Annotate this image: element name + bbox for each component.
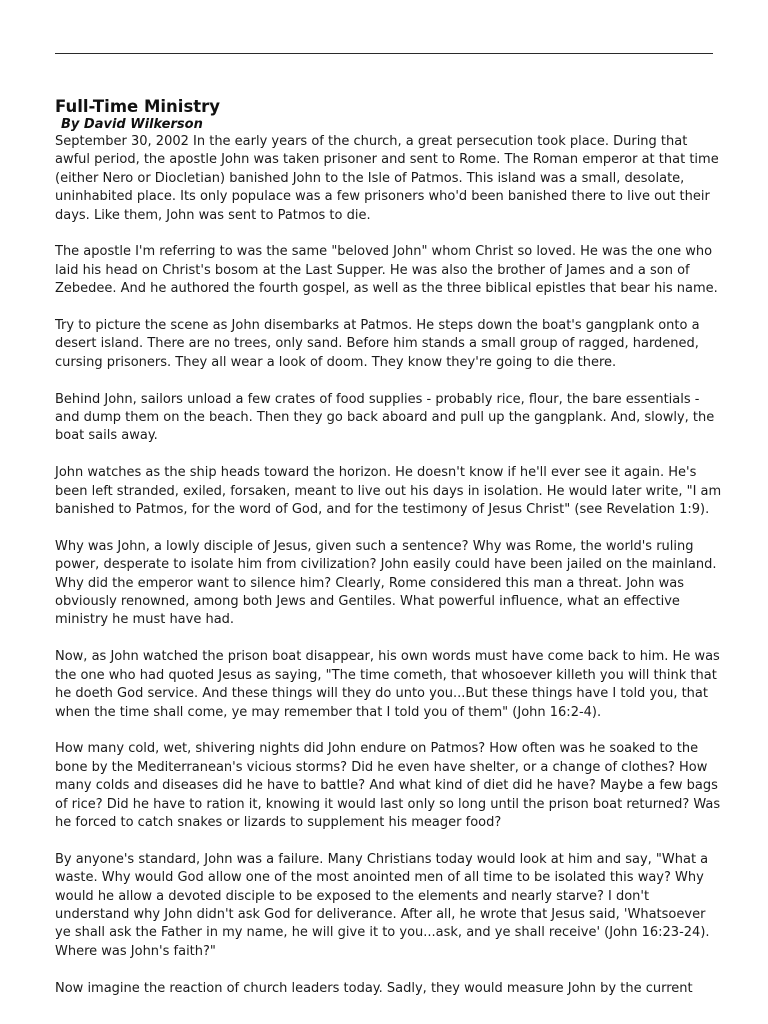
paragraph-line: uninhabited place. Its only populace was a few prisoners who'd been banished there to live out their <box>55 189 710 205</box>
paragraph-line: John watches as the ship heads toward the horizon. He doesn't know if he'll ever see it again. He's <box>55 465 697 481</box>
paragraph-line: By anyone's standard, John was a failure. Many Christians today would look at him and say, "What a <box>55 851 709 867</box>
paragraph-line: Why was John, a lowly disciple of Jesus, given such a sentence? Why was Rome, the world's ruling <box>55 538 694 554</box>
paragraph-line: ministry he must have had. <box>55 612 235 628</box>
paragraph-line: understand why John didn't ask God for deliverance. After all, he wrote that Jesus said, 'Whatsoever <box>55 906 706 922</box>
paragraph-line: been left stranded, exiled, forsaken, meant to live out his days in isolation. He would later write, "I am <box>55 483 722 499</box>
paragraph-line: The apostle I'm referring to was the same "beloved John" whom Christ so loved. He was the one who <box>55 244 713 260</box>
paragraph-line: Now, as John watched the prison boat disappear, his own words must have come back to him. He was <box>55 649 720 665</box>
paragraph-line: he forced to catch snakes or lizards to supplement his meager food? <box>55 814 502 830</box>
paragraph-line: How many cold, wet, shivering nights did John endure on Patmos? How often was he soaked to the <box>55 741 699 757</box>
paragraph-line: he doeth God service. And these things will they do unto you...But these things have I told you, that <box>55 686 708 702</box>
paragraph-line: of rice? Did he have to ration it, knowing it would last only so long until the prison boat returned? Was <box>55 796 721 812</box>
paragraph-line: Zebedee. And he authored the fourth gospel, as well as the three biblical epistles that bear his name. <box>55 281 718 297</box>
paragraph <box>55 391 719 446</box>
paragraph <box>55 740 719 832</box>
document-title: Full-Time Ministry <box>55 97 221 116</box>
paragraph-line: when the time shall come, ye may remember that I told you of them" (John 16:2-4). <box>55 704 602 720</box>
paragraph-line: awful period, the apostle John was taken prisoner and sent to Rome. The Roman emperor at that time <box>55 152 719 168</box>
paragraph <box>55 851 719 961</box>
paragraph <box>55 317 719 372</box>
paragraph-line: days. Like them, John was sent to Patmos to die. <box>55 207 371 223</box>
paragraph-line: obviously renowned, among both Jews and Gentiles. What powerful influence, what an effective <box>55 594 680 610</box>
paragraph-line: would he allow a devoted disciple to be exposed to the elements and nearly starve? I don't <box>55 888 650 904</box>
top-divider <box>55 53 713 54</box>
paragraph-line: waste. Why would God allow one of the most anointed men of all time to be isolated this way? Why <box>55 870 704 886</box>
paragraph-line: (either Nero or Diocletian) banished John to the Isle of Patmos. This island was a small, desolate, <box>55 170 685 186</box>
paragraph-line: Where was John's faith?" <box>55 943 216 959</box>
paragraph <box>55 243 719 298</box>
paragraph <box>55 133 719 225</box>
paragraph-list <box>55 133 722 998</box>
paragraph-line: Now imagine the reaction of church leaders today. Sadly, they would measure John by the current <box>55 980 693 996</box>
paragraph-line: September 30, 2002 In the early years of the church, a great persecution took place. During that <box>55 134 688 149</box>
paragraph-line: many colds and diseases did he have to battle? And what kind of diet did he have? Maybe a few bags <box>55 778 718 794</box>
paragraph-line: power, desperate to isolate him from civilization? John easily could have been jailed on the mainland. <box>55 557 717 573</box>
paragraph <box>55 538 719 630</box>
paragraph-line: bone by the Mediterranean's vicious storms? Did he even have shelter, or a change of clothes? How <box>55 759 708 775</box>
paragraph <box>55 464 722 519</box>
author-byline: By David Wilkerson <box>61 117 203 132</box>
paragraph-line: Try to picture the scene as John disembarks at Patmos. He steps down the boat's gangplank onto a <box>55 318 700 334</box>
paragraph-line: Behind John, sailors unload a few crates of food supplies - probably rice, flour, the bare essentials - <box>55 391 700 407</box>
paragraph <box>55 980 719 998</box>
paragraph-line: Why did the emperor want to silence him? Clearly, Rome considered this man a threat. John was <box>55 575 684 591</box>
paragraph-line: the one who had quoted Jesus as saying, "The time cometh, that whosoever killeth you will think that <box>55 667 717 683</box>
paragraph-line: cursing prisoners. They all wear a look of doom. They know they're going to die there. <box>55 354 617 370</box>
paragraph-line: banished to Patmos, for the word of God, and for the testimony of Jesus Christ" (see Revelation 1:9). <box>55 502 710 518</box>
paragraph-line: desert island. There are no trees, only sand. Before him stands a small group of ragged, hardened, <box>55 336 699 352</box>
paragraph-line: boat sails away. <box>55 428 158 444</box>
document-body <box>55 97 722 1016</box>
paragraph-line: ye shall ask the Father in my name, he will give it to you...ask, and ye shall receive' (John 16:23-24). <box>55 925 710 941</box>
paragraph <box>55 648 719 722</box>
paragraph-line: laid his head on Christ's bosom at the Last Supper. He was also the brother of James and a son of <box>55 262 690 278</box>
paragraph-line: and dump them on the beach. Then they go back aboard and pull up the gangplank. And, slowly, the <box>55 410 715 426</box>
